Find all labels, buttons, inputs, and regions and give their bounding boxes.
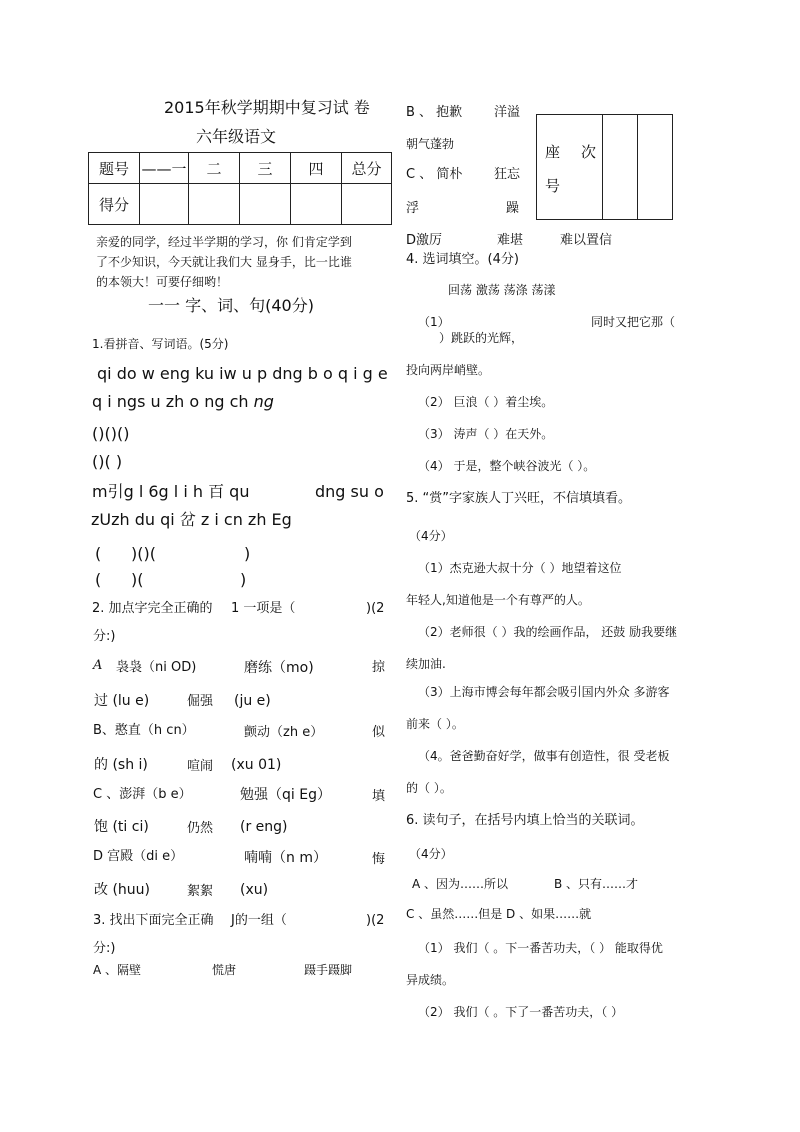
option-text: 改 (huu) [94, 882, 150, 898]
option-text: 慌唐 [212, 963, 237, 977]
score-table-header: 二 [189, 153, 240, 184]
option-text: 浮 [406, 201, 420, 216]
option-text: 仍然 [187, 821, 214, 836]
item-text: （3） 涛声（ ）在天外。 [418, 427, 554, 441]
item-text: （1） 我们（ 。下一番苦功夫，（ ） 能取得优 [418, 941, 663, 955]
option-text: 袅袅（ni OD) [116, 660, 197, 675]
score-cell[interactable] [291, 184, 342, 225]
score-table-header: 四 [291, 153, 342, 184]
option-text: 洋溢 [494, 105, 521, 120]
score-cell[interactable] [342, 184, 392, 225]
question-score: )(2 [366, 913, 385, 928]
option-text: 悔 [372, 852, 386, 867]
seat-label: 次 [581, 143, 597, 161]
option-text: 狂忘 [494, 167, 521, 182]
score-cell[interactable] [240, 184, 291, 225]
option-text: 勉强（qi Eg） [240, 787, 331, 803]
option-text: C 、澎湃（b e） [93, 787, 192, 802]
item-text: （2） 巨浪（ ）着尘埃。 [418, 395, 554, 409]
option-text: B 、 抱歉 [406, 105, 463, 120]
option-text: 难以置信 [560, 233, 613, 248]
option-text: 絮絮 [187, 884, 214, 899]
option-text: 填 [372, 789, 386, 804]
item-text: 续加油. [406, 657, 446, 671]
answer-brackets: ()( ) [92, 452, 123, 471]
option-text: B 、只有……才 [554, 877, 639, 891]
score-cell[interactable] [140, 184, 189, 225]
option-text: C 、虽然……但是 D 、如果……就 [406, 907, 592, 921]
option-text: 掠 [372, 660, 386, 675]
item-text: （1） [418, 315, 450, 329]
option-text: 喃喃（n m） [244, 850, 327, 866]
question-title: 5. “赏”字家族人丁兴旺，不信填填看。 [406, 491, 632, 506]
page-subtitle: 六年级语文 [196, 127, 277, 146]
option-text: 喧闹 [187, 759, 214, 774]
option-text: 饱 (ti ci) [94, 819, 149, 835]
item-text: ）跳跃的光辉， [439, 331, 524, 345]
pinyin-line: zUzh du qi 岔 z i cn zh Eg [91, 510, 292, 529]
score-table [88, 152, 392, 225]
answer-bracket: )()( [131, 544, 156, 563]
option-text: 过 (lu e) [94, 693, 150, 709]
option-text: 颤动（zh e） [244, 725, 324, 740]
item-text: 年轻人,知道他是一个有尊严的人。 [406, 593, 590, 607]
score-table-header: 题号 [89, 153, 140, 184]
option-text: 躁 [506, 201, 520, 216]
option-text: C 、 简朴 [406, 167, 463, 182]
question-score: 分:) [93, 941, 116, 956]
option-text: D激厉 [406, 233, 443, 248]
item-text: （2）老师很（ ）我的绘画作品， 还鼓 励我要继 [418, 625, 678, 639]
item-text: （2） 我们（ 。下了一番苦功夫，（ ） [418, 1005, 624, 1019]
pinyin-line: dng su o [315, 482, 384, 501]
pinyin-line: qi do w eng ku iw u p dng b o q i g e [97, 364, 388, 383]
option-letter: A [93, 658, 103, 673]
seat-label: 座 [545, 143, 561, 161]
score-row-label: 得分 [89, 184, 140, 225]
option-text: B、憨直（h cn） [93, 723, 195, 738]
question-title: 4. 选词填空。(4分) [406, 252, 519, 267]
question-title: 2. 加点字完全正确的 [92, 601, 213, 616]
option-text: (r eng) [240, 819, 288, 835]
answer-bracket: )( [131, 570, 144, 589]
option-text: 磨练（mo) [244, 660, 314, 676]
answer-bracket: ( [95, 544, 102, 563]
option-text: (ju e) [234, 693, 271, 709]
score-table-header: ——一 [140, 153, 189, 184]
option-text: A 、隔壁 [93, 963, 142, 977]
answer-bracket: ) [240, 570, 247, 589]
seat-divider [637, 115, 638, 219]
question-title: 1.看拼音、写词语。(5分) [92, 337, 229, 351]
item-text: 前来（ ）。 [406, 717, 464, 731]
intro-line: 了不少知识，今天就让我们大 显身手，比一比谁 [96, 255, 352, 269]
question-title: 3. 找出下面完全正确 [93, 913, 214, 928]
item-text: （4） 于是，整个峡谷波光（ ）。 [418, 459, 596, 473]
intro-line: 亲爱的同学，经过半学期的学习，你 们肯定学到 [96, 235, 352, 249]
page-title: 2015年秋学期期中复习试 卷 [164, 98, 370, 117]
question-score: （4分） [409, 847, 453, 861]
option-text: D 宫殿（di e） [93, 849, 184, 864]
item-text: 投向两岸峭壁。 [406, 363, 491, 377]
item-text: （1）杰克逊大叔十分（ ）地望着这位 [418, 561, 622, 575]
question-score: )(2 [366, 601, 385, 616]
score-table-header: 三 [240, 153, 291, 184]
option-text: (xu 01) [231, 757, 282, 773]
question-title-part: 1 一项是（ [231, 601, 296, 616]
item-text: （4。爸爸勤奋好学，做事有创造性，很 受老板 [418, 749, 670, 763]
option-text: A 、因为……所以 [412, 877, 509, 891]
question-score: （4分） [409, 529, 453, 543]
option-text: 似 [372, 725, 386, 740]
seat-label: 号 [545, 177, 561, 195]
item-text: （3）上海市博会每年都会吸引国内外众 多游客 [418, 685, 670, 699]
seat-divider [602, 115, 603, 219]
option-text: 的 (sh i) [94, 757, 148, 773]
option-text: 蹑手蹑脚 [304, 963, 353, 977]
option-text: 难堪 [497, 233, 524, 248]
pinyin-line: m引g l 6g l i h 百 qu [92, 482, 250, 501]
item-text: 同时又把它那（ [591, 315, 676, 329]
section-title: 一一 字、词、句(40分) [148, 296, 314, 315]
option-text: 倔强 [187, 694, 214, 709]
score-cell[interactable] [189, 184, 240, 225]
word-choices: 回荡 激荡 荡涤 荡漾 [448, 283, 556, 297]
pinyin-line: q i ngs u zh o ng ch ng [92, 392, 274, 411]
option-text: (xu) [240, 882, 269, 898]
option-text: 朝气蓬勃 [406, 137, 455, 151]
question-title: 6. 读句子，在括号内填上恰当的关联词。 [406, 813, 644, 828]
intro-line: 的本领大！可要仔细哟！ [96, 275, 229, 289]
answer-brackets: ()()() [92, 424, 130, 443]
score-table-header: 总分 [342, 153, 392, 184]
question-title-part: J的一组（ [231, 913, 287, 928]
answer-bracket: ) [244, 544, 251, 563]
item-text: 的（ ）。 [406, 781, 452, 795]
item-text: 异成绩。 [406, 973, 455, 987]
question-score: 分:) [93, 629, 116, 644]
seat-number-box [536, 114, 673, 220]
answer-bracket: ( [95, 570, 102, 589]
